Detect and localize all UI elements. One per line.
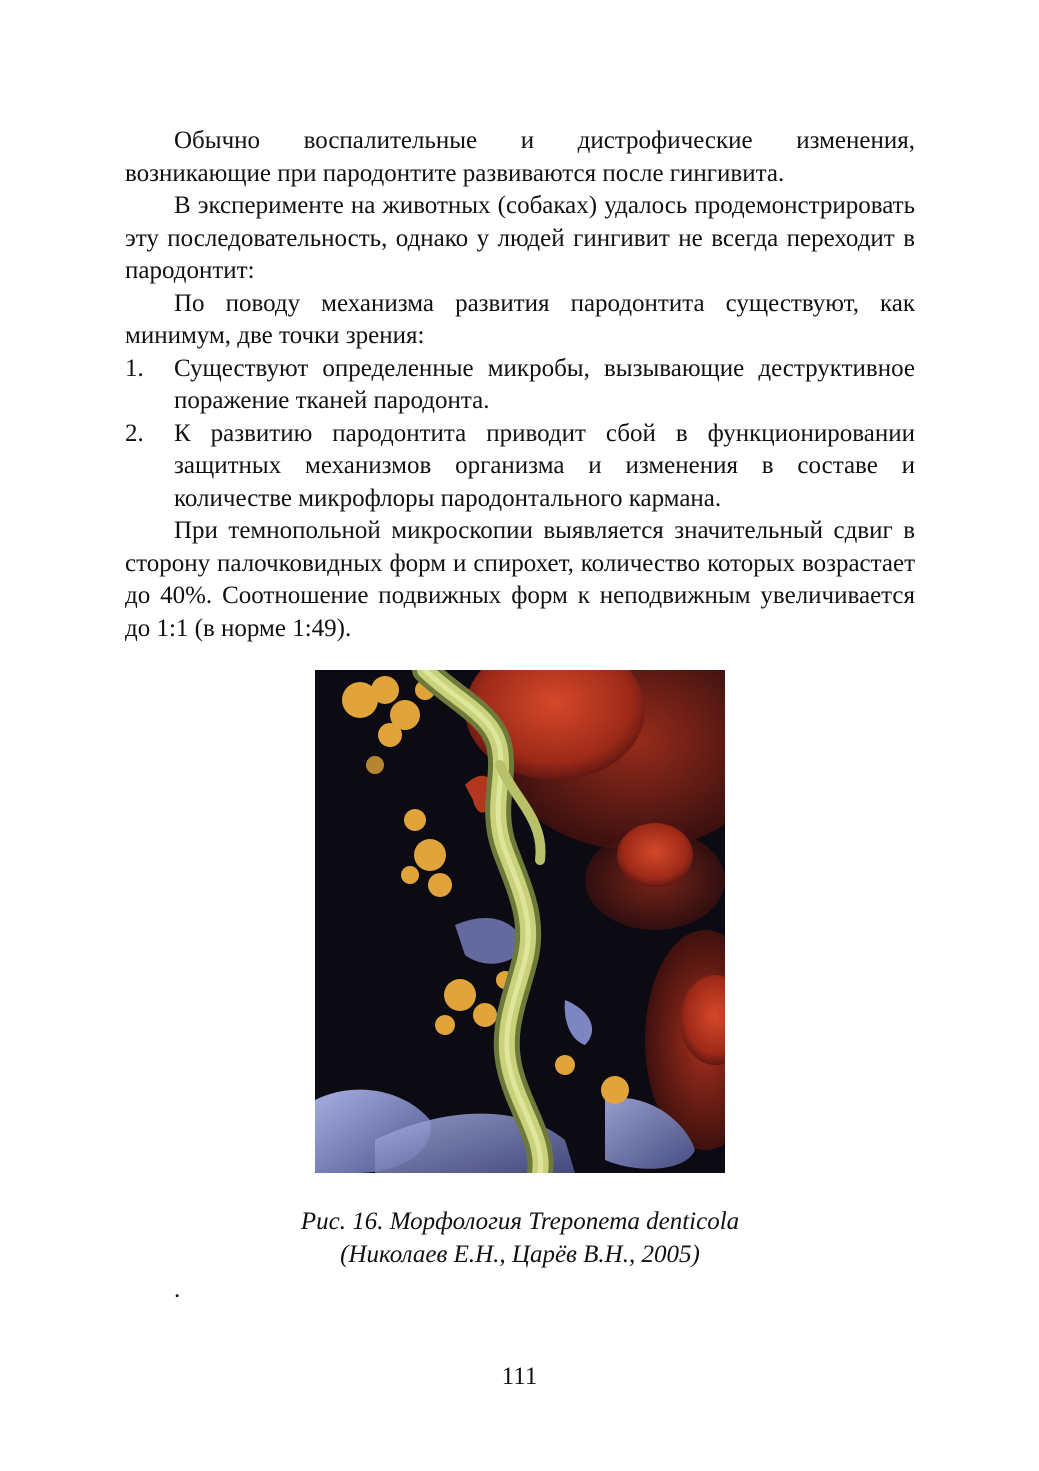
- microscopy-figure: [315, 670, 725, 1173]
- list-item: [125, 353, 915, 418]
- caption-title: Рис. 16. Морфология Treponema denticola: [300, 1208, 740, 1235]
- list-item-text: К развитию пародонтита приводит сбой в функционировании защитных механизмов организма и изменения в составе и количестве микрофлоры пародонтального кармана.: [174, 419, 915, 512]
- page-number: 111: [501, 1363, 538, 1390]
- list-item-text: Существуют определенные микробы, вызывающие деструктивное поражение тканей пародонта.: [174, 354, 915, 414]
- figure-caption: [125, 1205, 915, 1271]
- paragraph-3: По поводу механизма развития пародонтита существуют, как минимум, две точки зрения:: [125, 289, 915, 349]
- stray-mark: .: [174, 1276, 181, 1303]
- list-item: [125, 418, 915, 516]
- numbered-list: [125, 353, 915, 516]
- paragraph-2: В эксперименте на животных (собаках) удалось продемонстрировать эту последовательность, однако у людей гингивит не всегда переходит в пародонтит:: [125, 192, 915, 284]
- paragraph-1: Обычно воспалительные и дистрофические изменения, возникающие при пародонтите развиваются после гингивита.: [125, 127, 915, 187]
- caption-source: (Николаев Е.Н., Царёв В.Н., 2005): [340, 1241, 700, 1268]
- microscopy-image-icon: [315, 670, 725, 1173]
- list-item-number: 1.: [125, 354, 144, 382]
- paragraph-4: При темнопольной микроскопии выявляется значительный сдвиг в сторону палочковидных форм и спирохет, количество которых возрастает до 40%. Соотношение подвижных форм к неподвижным увеличивается до 1:1 (в норме 1:49).: [125, 517, 915, 642]
- list-item-number: 2.: [125, 419, 144, 447]
- body-text: [125, 125, 915, 645]
